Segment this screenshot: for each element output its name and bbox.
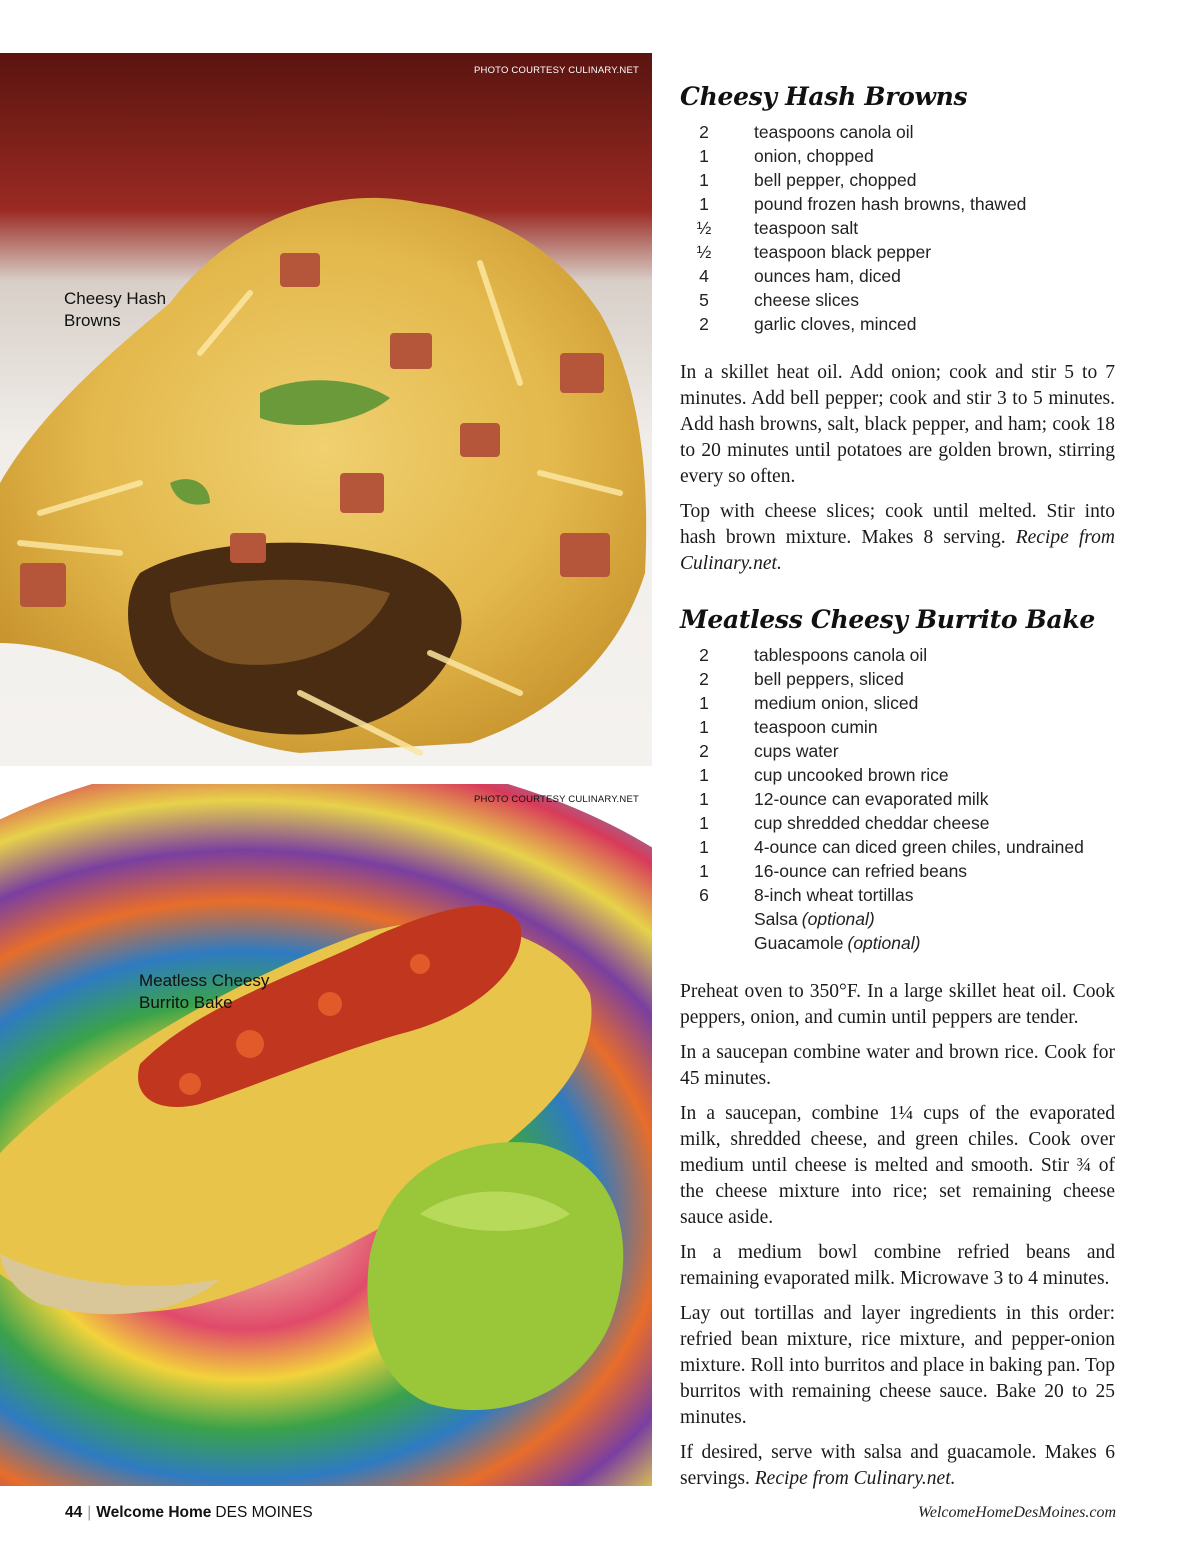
recipe-step: In a saucepan combine water and brown rice. Cook for 45 minutes. bbox=[680, 1042, 1115, 1089]
ingredient-text: cup uncooked brown rice bbox=[754, 765, 949, 785]
ingredient-qty: 2 bbox=[699, 669, 709, 689]
ingredient-text: cups water bbox=[754, 741, 839, 761]
ingredient-item bbox=[680, 763, 1115, 787]
ingredient-list bbox=[680, 643, 1115, 955]
ingredient-item bbox=[680, 691, 1115, 715]
ingredient-item bbox=[680, 312, 1115, 336]
ingredient-item bbox=[680, 883, 1115, 907]
recipe-step: In a medium bowl combine refried beans and remaining evaporated milk. Microwave 3 to 4 minutes. bbox=[680, 1242, 1115, 1289]
ingredient-text: tablespoons canola oil bbox=[754, 645, 928, 665]
ingredient-note: (optional) bbox=[801, 909, 875, 929]
ingredient-item bbox=[680, 264, 1115, 288]
ingredient-text: 16-ounce can refried beans bbox=[754, 861, 968, 881]
recipe-step: Lay out tortillas and layer ingredients in this order: refried bean mixture, rice mixture, and pepper-onion mixture. Roll into burritos and place in baking pan. Top burritos with remaining cheese sauce. Bake 20 to 25 minutes. bbox=[680, 1303, 1115, 1428]
ingredient-text: ounces ham, diced bbox=[754, 266, 901, 286]
recipe-steps bbox=[680, 979, 1115, 1492]
ingredient-qty: 4 bbox=[699, 266, 709, 286]
recipe-source: Recipe from Culinary.net. bbox=[680, 527, 1115, 574]
recipe-step: Preheat oven to 350°F. In a large skillet heat oil. Cook peppers, onion, and cumin until peppers are tender. bbox=[680, 981, 1115, 1028]
ingredient-item bbox=[680, 667, 1115, 691]
ingredient-item bbox=[680, 931, 1115, 955]
magazine-brand: Welcome Home bbox=[96, 1504, 212, 1521]
ingredient-item bbox=[680, 168, 1115, 192]
ingredient-text: teaspoon salt bbox=[754, 218, 859, 238]
recipe-cheesy-hash-browns bbox=[680, 80, 1115, 586]
ingredient-qty: 2 bbox=[699, 314, 709, 334]
burrito-bake-image bbox=[0, 784, 652, 1486]
recipe-step bbox=[680, 1440, 1115, 1492]
recipe-meatless-cheesy-burrito-bake bbox=[680, 603, 1115, 1501]
ingredient-text: bell pepper, chopped bbox=[754, 170, 917, 190]
photo-caption: Meatless Cheesy Burrito Bake bbox=[139, 971, 270, 1012]
ingredient-text: 12-ounce can evaporated milk bbox=[754, 789, 989, 809]
ingredient-item bbox=[680, 739, 1115, 763]
ingredient-qty: 6 bbox=[699, 885, 709, 905]
photo-credit: PHOTO COURTESY CULINARY.NET bbox=[473, 794, 639, 805]
ingredient-qty: ½ bbox=[696, 242, 712, 262]
ingredient-qty: 1 bbox=[699, 789, 709, 809]
ingredient-text: teaspoon black pepper bbox=[754, 242, 932, 262]
ingredient-text: teaspoons canola oil bbox=[754, 122, 914, 142]
ingredient-item bbox=[680, 907, 1115, 931]
ingredient-text: Guacamole bbox=[754, 933, 844, 953]
recipe-step bbox=[680, 499, 1115, 577]
ingredient-text: cheese slices bbox=[754, 290, 860, 310]
ingredient-item bbox=[680, 120, 1115, 144]
ingredient-item bbox=[680, 715, 1115, 739]
hash-browns-photo bbox=[0, 53, 652, 766]
ingredient-item bbox=[680, 216, 1115, 240]
ingredient-text: medium onion, sliced bbox=[754, 693, 919, 713]
footer-folio bbox=[65, 1504, 313, 1522]
ingredient-text: 4-ounce can diced green chiles, undrained bbox=[754, 837, 1084, 857]
recipe-step: In a skillet heat oil. Add onion; cook and stir 5 to 7 minutes. Add bell pepper; cook and stir 3 to 5 minutes. Add hash browns, salt, black pepper, and ham; cook 18 to 20 minutes until potatoes are golden brown, stirring every so often. bbox=[680, 362, 1115, 487]
ingredient-item bbox=[680, 144, 1115, 168]
ingredient-item bbox=[680, 835, 1115, 859]
photo-credit: PHOTO COURTESY CULINARY.NET bbox=[473, 65, 639, 76]
ingredient-list bbox=[680, 120, 1115, 336]
ingredient-note: (optional) bbox=[847, 933, 921, 953]
ingredient-item bbox=[680, 787, 1115, 811]
ingredient-item bbox=[680, 288, 1115, 312]
hash-browns-image bbox=[0, 53, 652, 766]
ingredient-item bbox=[680, 643, 1115, 667]
ingredient-text: Salsa bbox=[754, 909, 798, 929]
ingredient-text: onion, chopped bbox=[754, 146, 874, 166]
photo-caption: Cheesy Hash Browns bbox=[64, 289, 167, 330]
footer-website: WelcomeHomeDesMoines.com bbox=[917, 1504, 1116, 1521]
magazine-city: DES MOINES bbox=[215, 1504, 313, 1521]
ingredient-item bbox=[680, 859, 1115, 883]
ingredient-qty: 1 bbox=[699, 146, 709, 166]
recipe-title: Meatless Cheesy Burrito Bake bbox=[680, 605, 1096, 634]
page-number: 44 bbox=[65, 1504, 83, 1521]
footer-separator: | bbox=[87, 1504, 92, 1521]
ingredient-qty: 1 bbox=[699, 813, 709, 833]
ingredient-text: garlic cloves, minced bbox=[754, 314, 917, 334]
ingredient-item bbox=[680, 811, 1115, 835]
recipe-source: Recipe from Culinary.net. bbox=[754, 1468, 956, 1489]
ingredient-text: cup shredded cheddar cheese bbox=[754, 813, 990, 833]
burrito-bake-photo bbox=[0, 784, 652, 1486]
ingredient-qty: 2 bbox=[699, 122, 709, 142]
ingredient-qty bbox=[680, 907, 728, 931]
recipe-step-text: If desired, serve with salsa and guacamole. Makes 6 servings. bbox=[680, 1442, 1115, 1489]
ingredient-qty: 1 bbox=[699, 693, 709, 713]
ingredient-text: pound frozen hash browns, thawed bbox=[754, 194, 1027, 214]
recipe-step: In a saucepan, combine 1¼ cups of the evaporated milk, shredded cheese, and green chiles. Cook over medium until cheese is melted and smooth. Stir ¾ of the cheese mixture into rice; set remaining cheese sauce aside. bbox=[680, 1103, 1115, 1228]
ingredient-qty: 2 bbox=[699, 741, 709, 761]
ingredient-qty: 1 bbox=[699, 861, 709, 881]
ingredient-qty: 5 bbox=[699, 290, 709, 310]
recipe-title: Cheesy Hash Browns bbox=[680, 82, 968, 111]
ingredient-qty bbox=[680, 931, 728, 955]
ingredient-text: teaspoon cumin bbox=[754, 717, 878, 737]
ingredient-qty: 1 bbox=[699, 194, 709, 214]
ingredient-qty: 1 bbox=[699, 717, 709, 737]
ingredient-item bbox=[680, 240, 1115, 264]
ingredient-text: bell peppers, sliced bbox=[754, 669, 904, 689]
ingredient-item bbox=[680, 192, 1115, 216]
recipe-step-text: Top with cheese slices; cook until melted. Stir into hash brown mixture. Makes 8 serving. bbox=[680, 501, 1115, 548]
ingredient-qty: ½ bbox=[696, 218, 712, 238]
ingredient-qty: 1 bbox=[699, 837, 709, 857]
ingredient-qty: 1 bbox=[699, 170, 709, 190]
recipe-steps bbox=[680, 360, 1115, 577]
ingredient-qty: 2 bbox=[699, 645, 709, 665]
ingredient-qty: 1 bbox=[699, 765, 709, 785]
ingredient-text: 8-inch wheat tortillas bbox=[754, 885, 914, 905]
